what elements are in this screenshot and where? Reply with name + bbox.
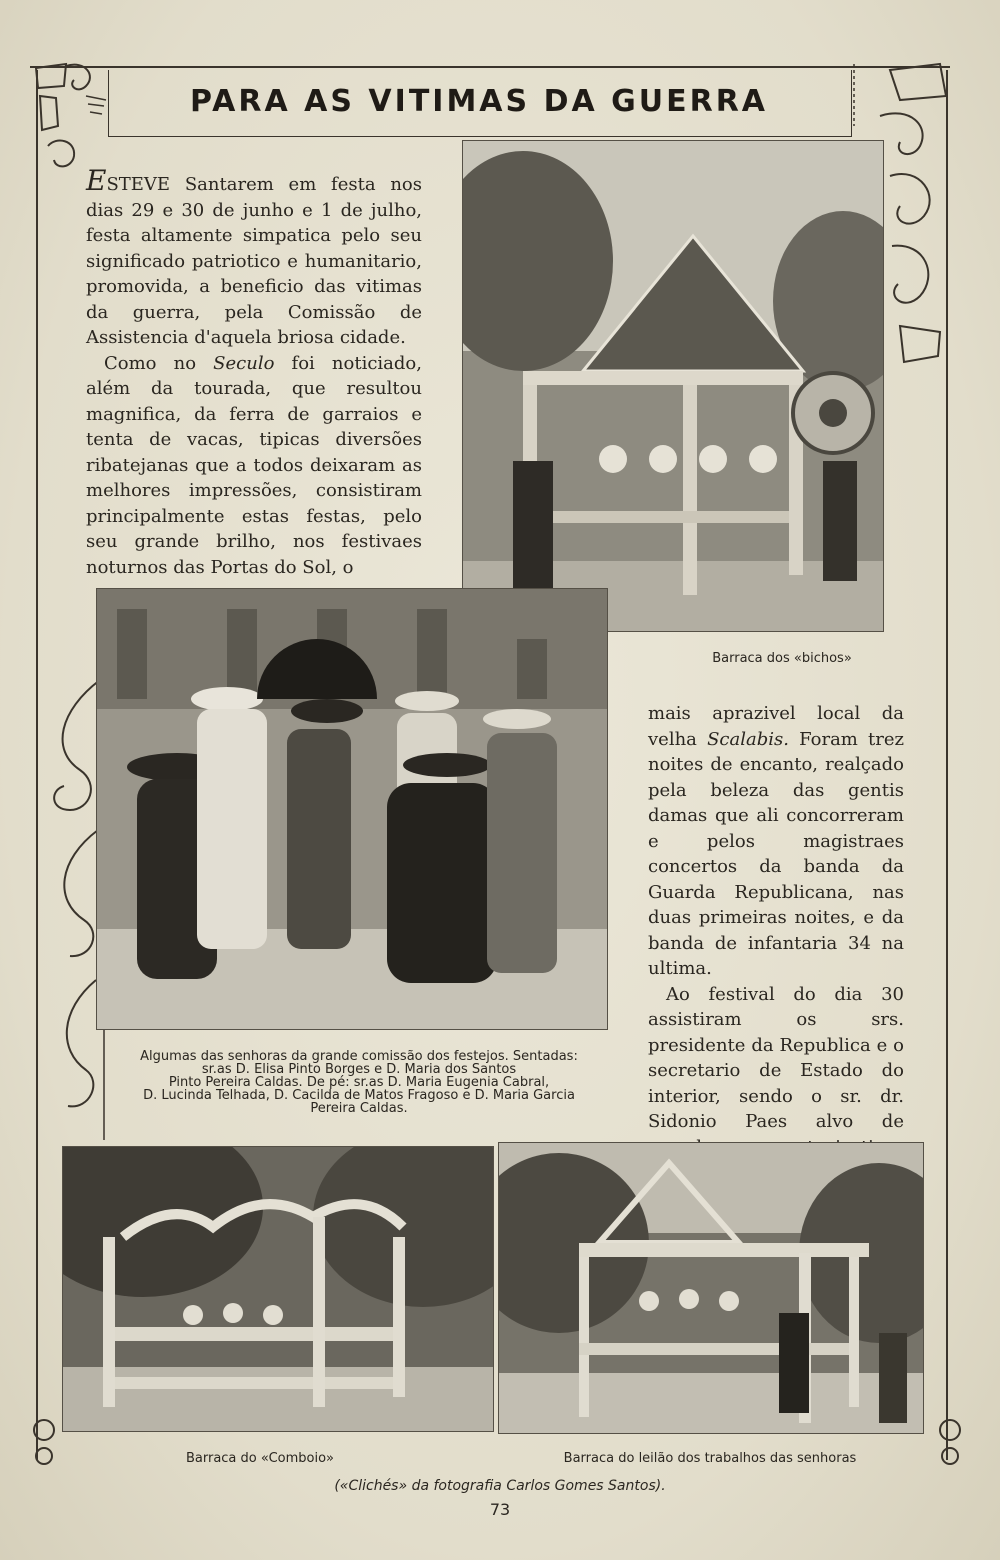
article-paragraph-4: Ao festival do dia 30 assistiram os srs. presidente da Republica e o secretario de Estado do interior, sendo o sr. dr. Sidonio Paes alvo de: [648, 983, 904, 1132]
caption-ladies-line-2: Pinto Pereira Caldas. De pé: sr.as D. Maria Eugenia Cabral,: [168, 1075, 550, 1090]
drop-cap: E: [86, 164, 107, 197]
paragraph-2-text-b: foi noticiado, além da tourada, que resultou magnifica, da ferra de garraios e tenta de vacas, tipicas diversões ribatejanas que a todos deixaram as melhores impressões, consistiram principalmente estas festas, pelo seu grande brilho, nos festivaes noturnos das Portas do Sol, o: [86, 352, 422, 578]
article-column-2: [648, 701, 904, 1186]
photo-commission-ladies: [96, 588, 608, 1030]
paragraph-3-text-a: mais aprazivel local da velha: [648, 703, 904, 750]
caption-ladies-line-1: Algumas das senhoras da grande comissão dos festejos. Sentadas: sr.as D. Elisa Pinto Borges e D. Maria dos Santos: [140, 1049, 578, 1077]
place-name-scalabis: Scalabis.: [707, 728, 789, 750]
caption-barraca-bichos: Barraca dos «bichos»: [712, 651, 852, 666]
paragraph-1-text: Santarem em festa nos dias 29 e 30 de junho e 1 de julho, festa altamente simpatica pelo seu significado patriotico e humanitario, promovida, a beneficio das vitimas da guerra, pela Comissão de Assistencia d'aquela briosa cidade.: [86, 174, 422, 348]
bottom-right-ornament-icon: [930, 1400, 970, 1480]
caption-ladies-line-3: D. Lucinda Telhada, D. Cacilda de Matos Fragoso e D. Maria Garcia Pereira Caldas.: [143, 1088, 575, 1116]
photo-barraca-leilao: [498, 1142, 924, 1434]
newspaper-name: Seculo: [213, 352, 275, 374]
paragraph-2-text-a: Como no: [104, 352, 214, 374]
article-column-1: [86, 164, 422, 580]
article-paragraph-2: [86, 351, 422, 581]
caption-barraca-comboio: Barraca do «Comboio»: [185, 1451, 335, 1466]
article-paragraph-3: [648, 701, 904, 982]
article-paragraph-1: [86, 164, 422, 351]
page-title: PARA AS VITIMAS DA GUERRA: [189, 84, 769, 119]
lead-word: STEVE: [106, 174, 171, 195]
paragraph-3-text-b: Foram trez noites de encanto, realçado pela beleza das gentis damas que ali concorreram e pelos magistraes concertos da banda da Guarda Republicana, nas duas primeiras noites, e da banda de infantaria 34 na ultima.: [648, 728, 905, 979]
photo-credit: («Clichés» da fotografia Carlos Gomes Santos).: [334, 1478, 666, 1494]
photo-barraca-comboio: [62, 1146, 494, 1432]
frame-left-border: [36, 70, 38, 1460]
photo-barraca-bichos: [462, 140, 884, 632]
page-number: 73: [489, 1500, 511, 1519]
caption-barraca-leilao: Barraca do leilão dos trabalhos das senhoras: [563, 1451, 857, 1466]
caption-commission-ladies: [136, 1050, 582, 1115]
